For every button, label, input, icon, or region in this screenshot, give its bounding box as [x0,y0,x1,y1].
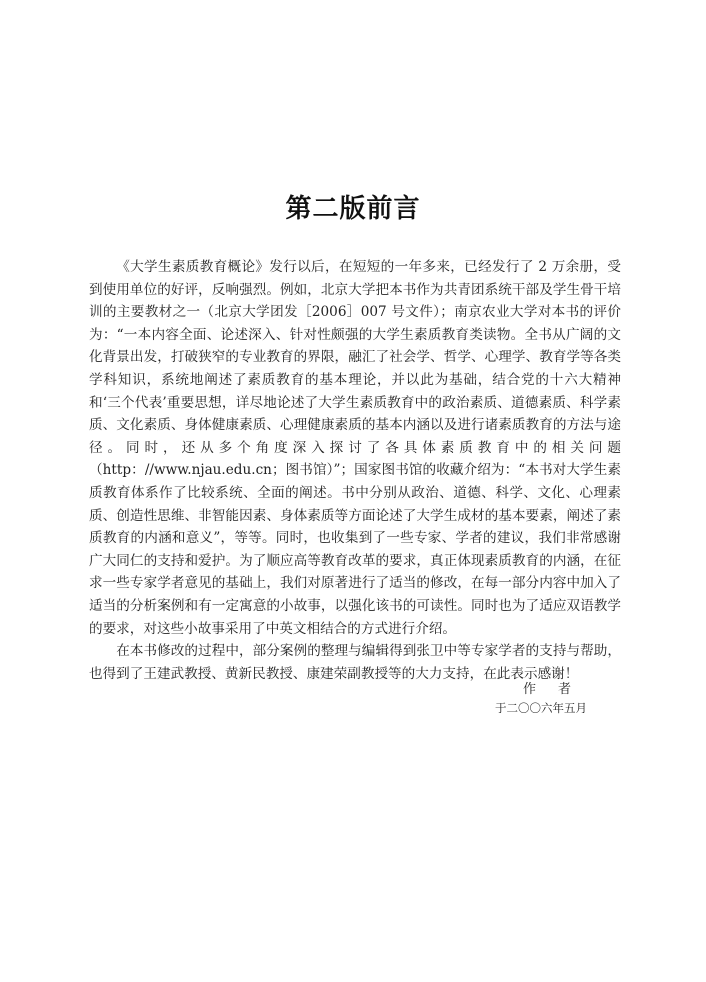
author-char-2: 者 [558,682,572,697]
paragraph-1: 《大学生素质教育概论》发行以后，在短短的一年多来，已经发行了 2 万余册，受到使用单位的好评，反响强烈。例如，北京大学把本书作为共青团系统干部及学生骨干培训的主要教材之一（北京大学团发［2006］007 号文件）；南京农业大学对本书的评价为：“一本内容全面、论述深入、针对性颇强的大学生素质教育类读物。全书从广阔的文化背景出发，打破狭窄的专业教育的界限，融汇了社会学、哲学、心理学、教育学等各类学科知识，系统地阐述了素质教育的基本理论，并以此为基础，结合党的十六大精神和‘三个代表’重要思想，详尽地论述了大学生素质教育中的政治素质、道德素质、科学素质、文化素质、身体健康素质、心理健康素质的基本内涵以及进行诸素质教育的方法与途径。同时，还从多个角度深入探讨了各具体素质教育中的相关问题（http：//www.njau.edu.cn；图书馆）”；国家图书馆的收藏介绍为：“本书对大学生素质教育体系作了比较系统、全面的阐述。书中分别从政治、道德、科学、文化、心理素质、创造性思维、非智能因素、身体素质等方面论述了大学生成材的基本要素，阐述了素质教育的内涵和意义”，等等。同时，也收集到了一些专家、学者的建议，我们非常感谢广大同仁的支持和爱护。为了顺应高等教育改革的要求，真正体现素质教育的内涵，在征求一些专家学者意见的基础上，我们对原著进行了适当的修改，在每一部分内容中加入了适当的分析案例和有一定寓意的小故事，以强化该书的可读性。同时也为了适应双语教学的要求，对这些小故事采用了中英文相结合的方式进行介绍。 [89,259,621,637]
preface-body [89,256,621,685]
author-signature [523,678,571,697]
paragraph-2: 在本书修改的过程中，部分案例的整理与编辑得到张卫中等专家学者的支持与帮助，也得到了王建武教授、黄新民教授、康建荣副教授等的大力支持，在此表示感谢！ [89,643,621,682]
signature-date: 于二〇〇六年五月 [495,701,587,715]
author-char-1: 作 [523,682,537,697]
page-title: 第二版前言 [285,194,421,224]
